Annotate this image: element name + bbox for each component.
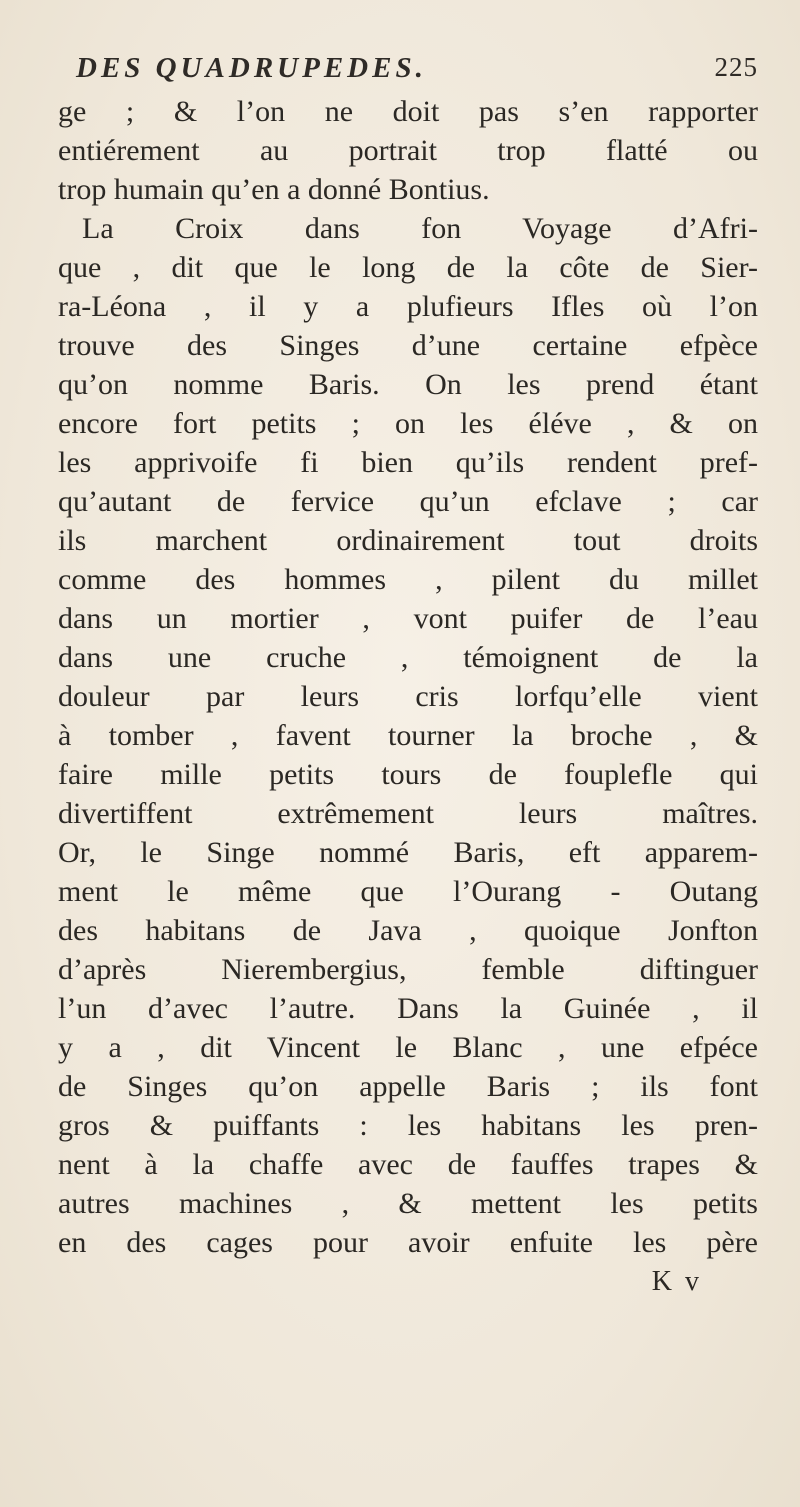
text-line: douleur par leurs cris lorfqu’elle vient: [58, 680, 758, 713]
text-line: ge ; & l’on ne doit pas s’en rapporter: [58, 95, 758, 128]
text-line: ment le même que l’Ourang - Outang: [58, 875, 758, 908]
text-line: dans une cruche , témoignent de la: [58, 641, 758, 674]
text-line: faire mille petits tours de fouplefle qui: [58, 758, 758, 791]
text-line: y a , dit Vincent le Blanc , une efpéce: [58, 1031, 758, 1064]
text-line: trop humain qu’en a donné Bontius.: [58, 173, 490, 206]
running-title: DES QUADRUPEDES.: [76, 52, 427, 84]
text-line: divertiffent extrêmement leurs maîtres.: [58, 797, 758, 830]
text-line: autres machines , & mettent les petits: [58, 1187, 758, 1220]
page-number: 225: [714, 52, 758, 82]
text-line: ra-Léona , il y a plufieurs Ifles où l’on: [58, 290, 758, 323]
text-line: Or, le Singe nommé Baris, eft apparem-: [58, 836, 758, 869]
text-line: de Singes qu’on appelle Baris ; ils font: [58, 1070, 758, 1103]
text-line: La Croix dans fon Voyage d’Afri-: [82, 212, 758, 245]
text-line: trouve des Singes d’une certaine efpèce: [58, 329, 758, 362]
text-line: entiérement au portrait trop flatté ou: [58, 134, 758, 167]
catchword: K v: [651, 1266, 702, 1297]
text-line: qu’autant de fervice qu’un efclave ; car: [58, 485, 758, 518]
text-line: qu’on nomme Baris. On les prend étant: [58, 368, 758, 401]
running-head: [58, 44, 758, 90]
text-line: en des cages pour avoir enfuite les père: [58, 1226, 758, 1259]
text-line: gros & puiffants : les habitans les pren-: [58, 1109, 758, 1142]
text-line: à tomber , favent tourner la broche , &: [58, 719, 758, 752]
text-line: nent à la chaffe avec de fauffes trapes &: [58, 1148, 758, 1181]
text-line: comme des hommes , pilent du millet: [58, 563, 758, 596]
text-line: les apprivoife fi bien qu’ils rendent pref-: [58, 446, 758, 479]
text-line: ils marchent ordinairement tout droits: [58, 524, 758, 557]
text-line: l’un d’avec l’autre. Dans la Guinée , il: [58, 992, 758, 1025]
text-line: des habitans de Java , quoique Jonfton: [58, 914, 758, 947]
text-line: encore fort petits ; on les éléve , & on: [58, 407, 758, 440]
book-page: [58, 44, 758, 1302]
text-line: d’après Nierembergius, femble diftinguer: [58, 953, 758, 986]
body-text: [58, 92, 758, 1262]
text-line: dans un mortier , vont puifer de l’eau: [58, 602, 758, 635]
text-line: que , dit que le long de la côte de Sier-: [58, 251, 758, 284]
